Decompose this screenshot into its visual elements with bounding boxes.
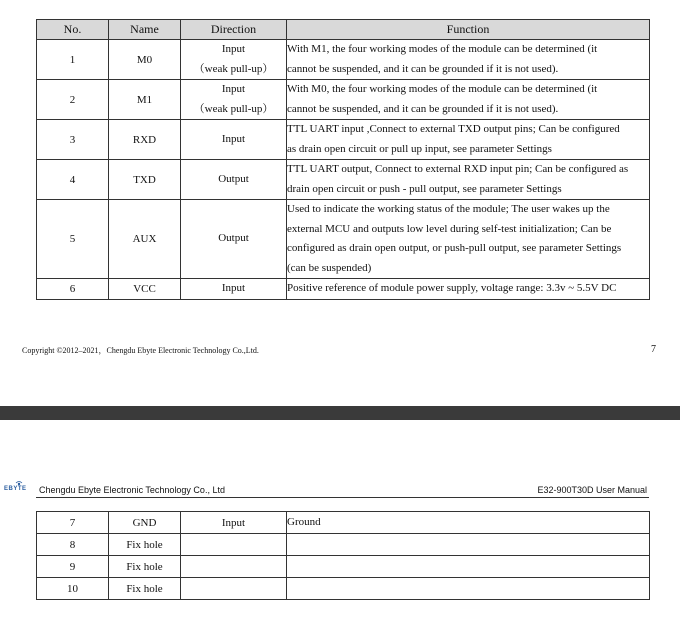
pin-direction-line: Input	[221, 83, 246, 95]
pin-direction-line: （weak pull-up）	[193, 62, 274, 75]
page-number: 7	[651, 344, 656, 355]
pin-number: 9	[37, 556, 109, 578]
pin-function: Ground	[287, 512, 650, 534]
pin-direction-line: Input	[221, 132, 246, 145]
pin-name: GND	[109, 512, 181, 534]
pin-direction	[181, 200, 287, 279]
pin-function	[287, 534, 650, 556]
ebyte-logo	[4, 480, 34, 494]
pin-direction	[181, 80, 287, 120]
pin-direction: Input	[181, 512, 287, 534]
pin-function	[287, 200, 650, 279]
pin-function-line: (can be suspended)	[287, 261, 372, 274]
pin-function	[287, 80, 650, 120]
pin-function	[287, 160, 650, 200]
header-rule	[36, 497, 649, 498]
pin-table	[36, 19, 650, 300]
pin-number: 6	[37, 279, 109, 300]
pin-function	[287, 40, 650, 80]
pin-direction-line: Input	[221, 43, 246, 55]
col-header-function: Function	[287, 20, 650, 40]
col-header-direction: Direction	[181, 20, 287, 40]
pin-direction	[181, 556, 287, 578]
pin-direction-line: Output	[218, 172, 249, 185]
table-row	[37, 534, 650, 556]
pin-direction-line: （weak pull-up）	[193, 102, 274, 115]
table-row	[37, 578, 650, 600]
pin-number: 10	[37, 578, 109, 600]
col-header-name: Name	[109, 20, 181, 40]
table-row	[37, 512, 650, 534]
pin-function-line: With M1, the four working modes of the module can be determined (it	[287, 43, 598, 55]
table-row	[37, 279, 650, 300]
pin-name: Fix hole	[109, 556, 181, 578]
table-row	[37, 160, 650, 200]
pin-number: 4	[37, 160, 109, 200]
page-divider	[0, 406, 680, 420]
logo-text: EBYTE	[4, 486, 27, 492]
pin-function-line: Positive reference of module power supply, voltage range: 3.3v ~ 5.5V DC	[287, 282, 617, 294]
pin-name: TXD	[109, 160, 181, 200]
table-row	[37, 200, 650, 279]
pin-name: Fix hole	[109, 534, 181, 556]
pin-name: AUX	[109, 200, 181, 279]
pin-direction	[181, 120, 287, 160]
pin-function	[287, 279, 650, 300]
pin-direction-line: Input	[221, 282, 246, 294]
pin-function-line: TTL UART output, Connect to external RXD input pin; Can be configured as	[287, 163, 629, 175]
pin-number: 3	[37, 120, 109, 160]
table-row	[37, 556, 650, 578]
pin-number: 2	[37, 80, 109, 120]
pin-function-line: external MCU and outputs low level during self-test initialization; Can be	[287, 222, 612, 235]
pin-number: 5	[37, 200, 109, 279]
pin-function	[287, 556, 650, 578]
pin-name: VCC	[109, 279, 181, 300]
pin-direction	[181, 534, 287, 556]
copyright-text: Copyright ©2012–2021，Chengdu Ebyte Electronic Technology Co.,Ltd.	[22, 346, 259, 355]
pin-function-line: With M0, the four working modes of the module can be determined (it	[287, 83, 598, 95]
pin-function-line: as drain open circuit or pull up input, see parameter Settings	[287, 142, 552, 155]
table-row	[37, 120, 650, 160]
pin-direction	[181, 279, 287, 300]
pin-function-line: Used to indicate the working status of the module; The user wakes up the	[287, 203, 610, 215]
pin-name: RXD	[109, 120, 181, 160]
pin-number: 1	[37, 40, 109, 80]
pin-name: M0	[109, 40, 181, 80]
pin-function-line: configured as drain open output, or push-pull output, see parameter Settings	[287, 242, 622, 254]
pin-function-line: TTL UART input ,Connect to external TXD output pins; Can be configured	[287, 123, 620, 135]
pin-direction	[181, 160, 287, 200]
pin-number: 8	[37, 534, 109, 556]
pin-function-line: cannot be suspended, and it can be grounded if it is not used).	[287, 62, 559, 75]
pin-function	[287, 578, 650, 600]
table-row	[37, 40, 650, 80]
pin-function-line: cannot be suspended, and it can be grounded if it is not used).	[287, 102, 559, 115]
pin-function	[287, 120, 650, 160]
pin-direction	[181, 578, 287, 600]
pin-name: M1	[109, 80, 181, 120]
col-header-no: No.	[37, 20, 109, 40]
table-header-row	[37, 20, 650, 40]
table-row	[37, 80, 650, 120]
pin-number: 7	[37, 512, 109, 534]
pin-table-continued	[36, 511, 650, 600]
pin-name: Fix hole	[109, 578, 181, 600]
header-company-name: Chengdu Ebyte Electronic Technology Co., Ltd	[39, 485, 225, 495]
header-document-title: E32-900T30D User Manual	[537, 485, 647, 495]
pin-function-line: drain open circuit or push - pull output, see parameter Settings	[287, 182, 562, 195]
pin-direction-line: Output	[218, 232, 249, 245]
pin-direction	[181, 40, 287, 80]
